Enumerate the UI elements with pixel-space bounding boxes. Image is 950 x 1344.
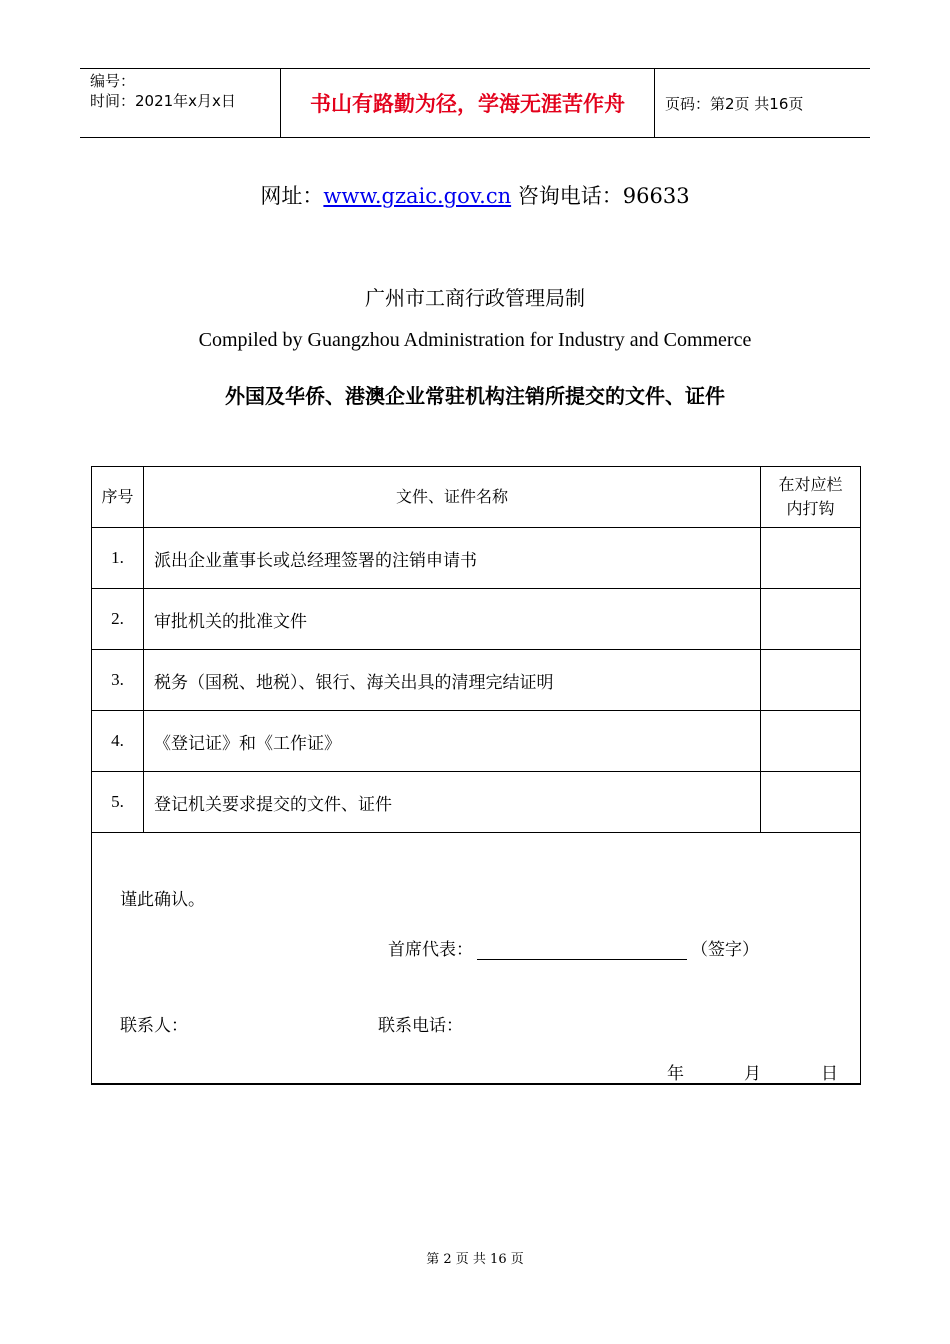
row-checkbox-cell[interactable]	[761, 711, 861, 772]
table-row	[92, 772, 861, 833]
row-doc-name: 税务（国税、地税）、银行、海关出具的清理完结证明	[144, 650, 761, 711]
date-year: 年	[667, 1064, 684, 1084]
row-number: 1.	[92, 528, 144, 589]
date-month: 月	[744, 1064, 761, 1084]
website-label: 网址：	[260, 184, 324, 208]
sign-note: （签字）	[691, 940, 759, 960]
header-seq: 序号	[92, 467, 144, 528]
org-name-en: Compiled by Guangzhou Administration for Industry and Commerce	[198, 329, 752, 351]
chief-rep-signature	[388, 935, 759, 960]
document-checklist-table	[91, 466, 861, 1085]
row-checkbox-cell[interactable]	[761, 650, 861, 711]
website-line	[0, 180, 950, 210]
header-page-info: 页码：第2页 共16页	[665, 94, 804, 113]
table-header-row	[92, 467, 861, 528]
row-doc-name: 登记机关要求提交的文件、证件	[144, 772, 761, 833]
row-doc-name: 派出企业董事长或总经理签署的注销申请书	[144, 528, 761, 589]
page-header	[80, 68, 870, 138]
table-row	[92, 711, 861, 772]
header-doc-name: 文件、证件名称	[144, 467, 761, 528]
header-check	[761, 467, 861, 528]
doc-time-label: 时间：2021年x月x日	[90, 92, 236, 110]
doc-number-label: 编号：	[90, 72, 136, 90]
org-name-cn: 广州市工商行政管理局制	[365, 286, 585, 310]
table-row	[92, 650, 861, 711]
row-number: 3.	[92, 650, 144, 711]
signature-block	[92, 833, 861, 1085]
confirm-text: 谨此确认。	[120, 890, 205, 910]
row-number: 4.	[92, 711, 144, 772]
website-link[interactable]: www.gzaic.gov.cn	[323, 184, 512, 208]
hotline: 咨询电话：96633	[517, 184, 690, 208]
row-checkbox-cell[interactable]	[761, 528, 861, 589]
signature-row	[92, 833, 861, 1085]
contact-phone-label: 联系电话：	[378, 1016, 463, 1036]
row-doc-name: 《登记证》和《工作证》	[144, 711, 761, 772]
document-title: 外国及华侨、港澳企业常驻机构注销所提交的文件、证件	[225, 384, 725, 408]
header-check-line1: 在对应栏	[778, 475, 843, 494]
page-footer: 第 2 页 共 16 页	[426, 1252, 524, 1267]
row-checkbox-cell[interactable]	[761, 772, 861, 833]
contact-person-label: 联系人：	[120, 1016, 188, 1036]
table-row	[92, 528, 861, 589]
row-number: 5.	[92, 772, 144, 833]
header-meta	[80, 69, 281, 137]
row-checkbox-cell[interactable]	[761, 589, 861, 650]
table-row	[92, 589, 861, 650]
signature-line[interactable]	[477, 939, 687, 960]
row-number: 2.	[92, 589, 144, 650]
header-motto: 书山有路勤为径，学海无涯苦作舟	[281, 69, 655, 137]
chief-rep-label: 首席代表：	[388, 940, 473, 960]
date-day: 日	[821, 1064, 838, 1084]
row-doc-name: 审批机关的批准文件	[144, 589, 761, 650]
header-check-line2: 内打钩	[786, 499, 835, 518]
